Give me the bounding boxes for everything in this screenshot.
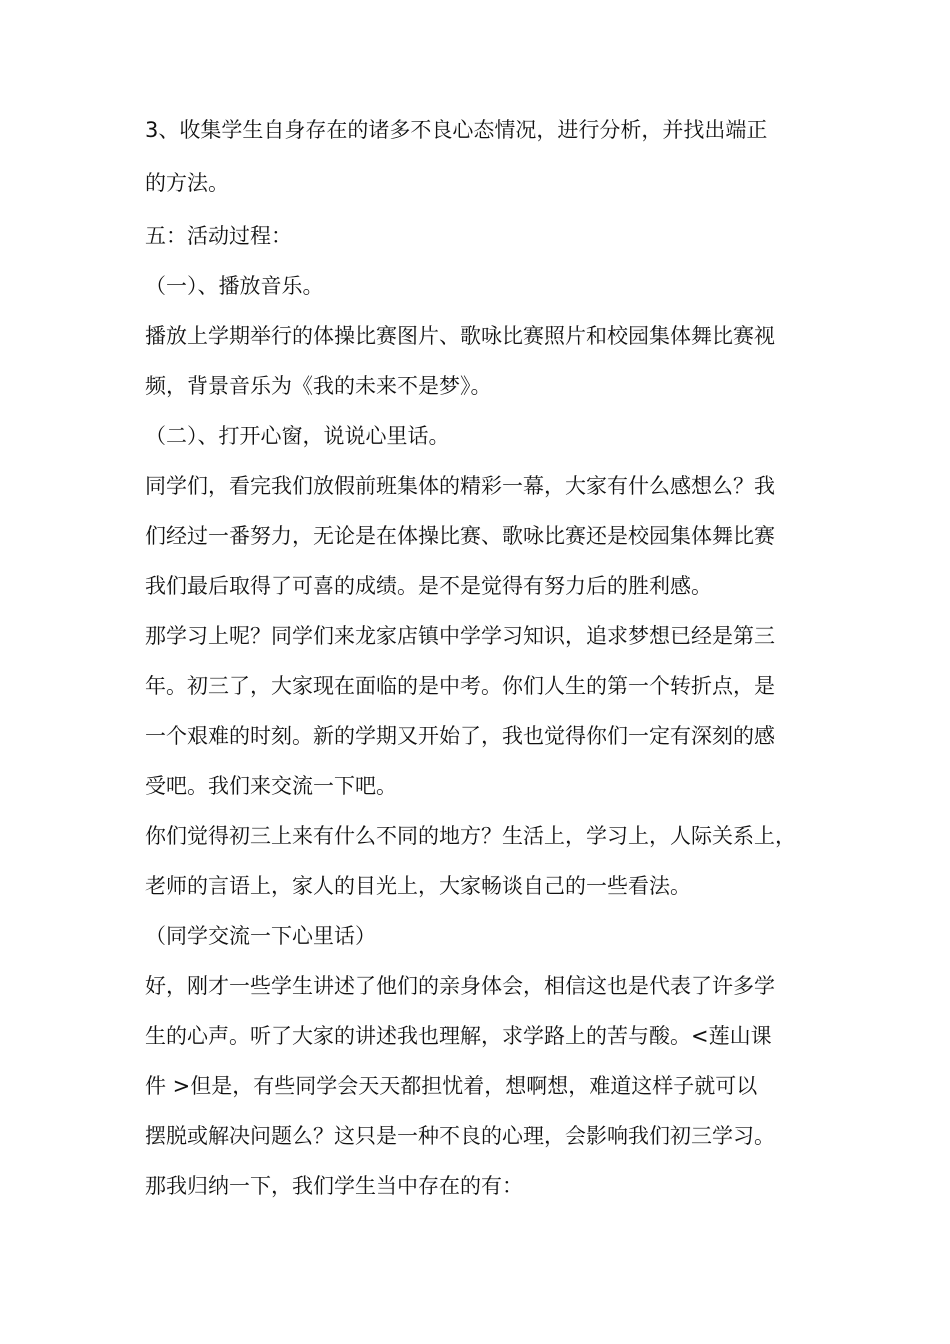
section-heading: 五：活动过程： (145, 224, 292, 248)
subsection-heading: （二）、打开心窗，说说心里话。 (145, 424, 450, 448)
text-line: 那学习上呢？同学们来龙家店镇中学学习知识，追求梦想已经是第三 (145, 624, 775, 648)
text-line: 3、收集学生自身存在的诸多不良心态情况，进行分析，并找出端正 (145, 118, 768, 142)
text-line: 那我归纳一下，我们学生当中存在的有： (145, 1174, 523, 1198)
text-line: 好，刚才一些学生讲述了他们的亲身体会，相信这也是代表了许多学 (145, 974, 775, 998)
text-line: 你们觉得初三上来有什么不同的地方？生活上，学习上，人际关系上， (145, 824, 796, 848)
text-line: 年。初三了，大家现在面临的是中考。你们人生的第一个转折点，是 (145, 674, 775, 698)
text-line: 频，背景音乐为《我的未来不是梦》。 (145, 374, 492, 398)
text-line: 件 >但是，有些同学会天天都担忧着，想啊想，难道这样子就可以 (145, 1074, 758, 1098)
text-line: 摆脱或解决问题么？这只是一种不良的心理，会影响我们初三学习。 (145, 1124, 775, 1148)
text-line: 一个艰难的时刻。新的学期又开始了，我也觉得你们一定有深刻的感 (145, 724, 775, 748)
text-line: 我们最后取得了可喜的成绩。是不是觉得有努力后的胜利感。 (145, 574, 712, 598)
text-line: 老师的言语上，家人的目光上，大家畅谈自己的一些看法。 (145, 874, 691, 898)
text-line: 播放上学期举行的体操比赛图片、歌咏比赛照片和校园集体舞比赛视 (145, 324, 775, 348)
text-line: 的方法。 (145, 171, 229, 195)
text-line: 同学们，看完我们放假前班集体的精彩一幕，大家有什么感想么？我 (145, 474, 775, 498)
text-line: 生的心声。听了大家的讲述我也理解，求学路上的苦与酸。<莲山课 (145, 1024, 772, 1048)
text-line: 们经过一番努力，无论是在体操比赛、歌咏比赛还是校园集体舞比赛 (145, 524, 775, 548)
subsection-heading: （一）、播放音乐。 (145, 274, 324, 298)
text-line: （同学交流一下心里话） (145, 924, 376, 948)
text-line: 受吧。我们来交流一下吧。 (145, 774, 397, 798)
